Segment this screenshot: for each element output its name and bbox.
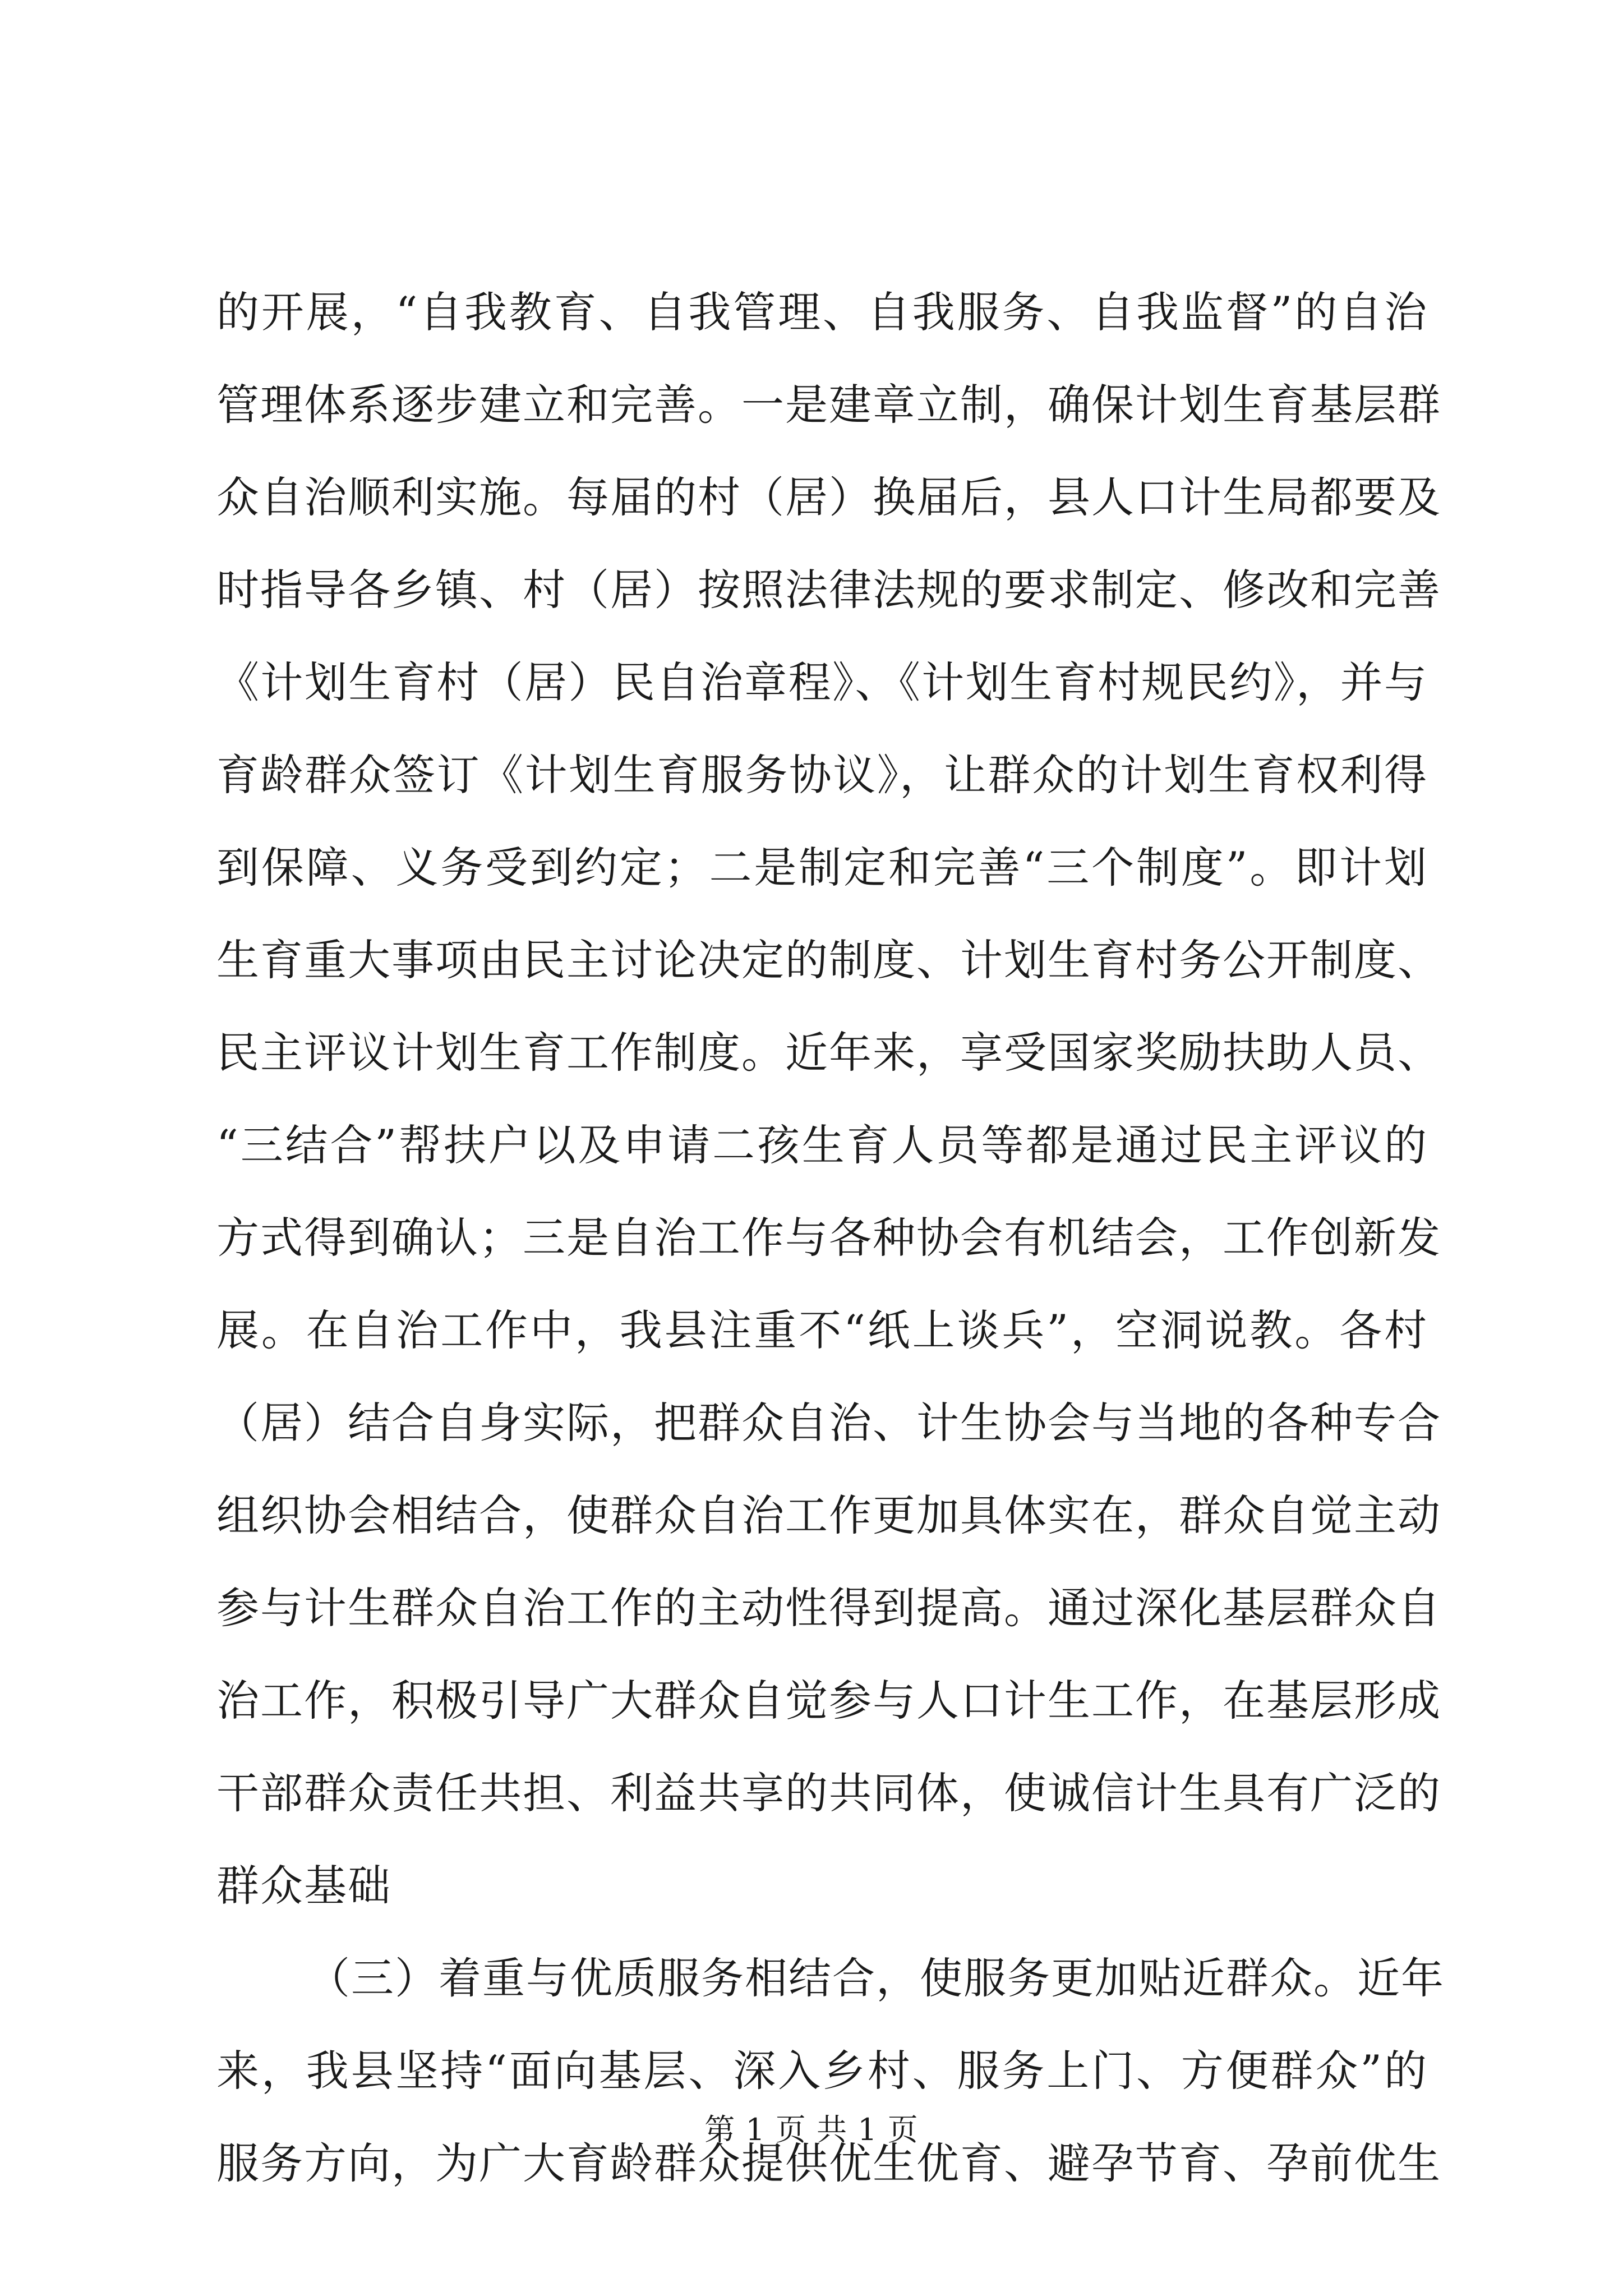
- text-line: 的开展，“自我教育、自我管理、自我服务、自我监督”的自治: [216, 287, 1428, 337]
- text-line: 管理体系逐步建立和完善。一是建章立制，确保计划生育基层群: [216, 380, 1441, 430]
- text-line: 《计划生育村（居）民自治章程》、《计划生育村规民约》，并与: [216, 657, 1428, 707]
- text-line: 时指导各乡镇、村（居）按照法律法规的要求制定、修改和完善: [216, 565, 1441, 615]
- text-line: “三结合”帮扶户以及申请二孩生育人员等都是通过民主评议的: [216, 1120, 1428, 1170]
- paragraph-end-line: 群众基础: [216, 1861, 391, 1911]
- text-line: 方式得到确认；三是自治工作与各种协会有机结会，工作创新发: [216, 1213, 1441, 1263]
- body-text: [216, 266, 1445, 2210]
- text-line: 干部群众责任共担、利益共享的共同体，使诚信计生具有广泛的: [216, 1768, 1441, 1818]
- text-line: 服务方向，为广大育龄群众提供优生优育、避孕节育、孕前优生: [216, 2138, 1441, 2188]
- text-line: （居）结合自身实际，把群众自治、计生协会与当地的各种专合: [216, 1398, 1441, 1448]
- text-line: 育龄群众签订《计划生育服务协议》，让群众的计划生育权利得: [216, 750, 1428, 800]
- text-line: 组织协会相结合，使群众自治工作更加具体实在，群众自觉主动: [216, 1490, 1441, 1540]
- text-line: 民主评议计划生育工作制度。近年来，享受国家奖励扶助人员、: [216, 1028, 1441, 1078]
- text-line: 参与计生群众自治工作的主动性得到提高。通过深化基层群众自: [216, 1583, 1441, 1633]
- text-line: 展。在自治工作中，我县注重不“纸上谈兵”，空洞说教。各村: [216, 1305, 1428, 1355]
- text-line: 治工作，积极引导广大群众自觉参与人口计生工作，在基层形成: [216, 1676, 1441, 1726]
- section-heading-line: （三）着重与优质服务相结合，使服务更加贴近群众。近年: [307, 1953, 1445, 2003]
- page-number-footer: 第 1 页 共 1 页: [704, 2112, 919, 2147]
- text-line: 众自治顺利实施。每届的村（居）换届后，县人口计生局都要及: [216, 472, 1441, 522]
- text-line: 生育重大事项由民主讨论决定的制度、计划生育村务公开制度、: [216, 935, 1441, 985]
- text-line: 来，我县坚持“面向基层、深入乡村、服务上门、方便群众”的: [216, 2046, 1428, 2096]
- text-line: 到保障、义务受到约定；二是制定和完善“三个制度”。即计划: [216, 843, 1428, 892]
